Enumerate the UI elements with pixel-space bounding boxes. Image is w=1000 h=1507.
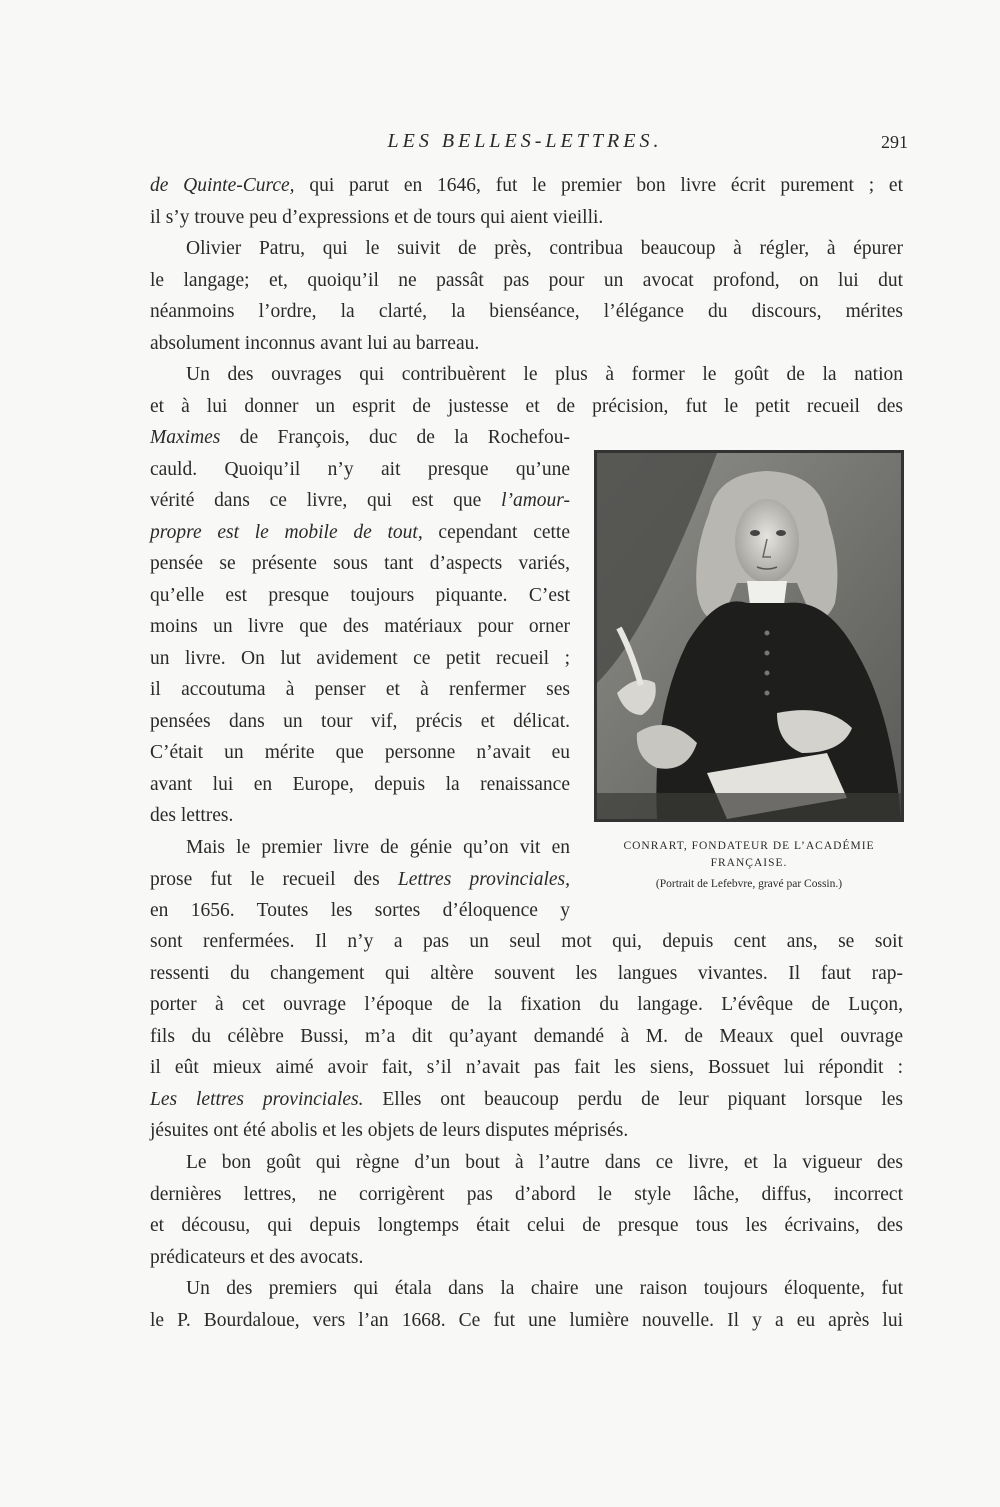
text-line: prédicateurs et des avocats. — [150, 1246, 364, 1268]
running-title: LES BELLES-LETTRES. — [387, 130, 663, 152]
text-line — [150, 864, 570, 896]
caption-title: CONRART, FONDATEUR DE L’ACADÉMIE FRANÇAISE. — [623, 840, 875, 869]
text-line — [150, 1084, 903, 1116]
text-run: qui parut en 1646, fut le premier bon livre écrit purement ; et — [294, 175, 904, 196]
text-line: Olivier Patru, qui le suivit de près, contribua beaucoup à régler, à épurer — [186, 238, 903, 259]
paragraph-6 — [150, 1273, 903, 1336]
paragraph-5 — [150, 1147, 903, 1273]
paragraph-1 — [150, 170, 903, 233]
text-line: il s’y trouve peu d’expressions et de tours qui aient vieilli. — [150, 206, 604, 228]
text-line: porter à cet ouvrage l’époque de la fixation du langage. L’évêque de Luçon, — [150, 994, 903, 1015]
text-line: un livre. On lut avidement ce petit recueil ; — [150, 647, 570, 669]
text-line: fils du célèbre Bussi, m’a dit qu’ayant demandé à M. de Meaux quel ouvrage — [150, 1025, 903, 1047]
text-line: Mais le premier livre de génie qu’on vit en — [186, 837, 570, 858]
text-line: moins un livre que des matériaux pour orner — [150, 616, 570, 637]
work-title: Lettres provinciales, — [397, 868, 570, 890]
text-line: il accoutuma à penser et à renfermer ses — [150, 679, 570, 700]
text-line: avant lui en Europe, depuis la renaissance — [150, 773, 570, 795]
text-line: Le bon goût qui règne d’un bout à l’autre dans ce livre, et la vigueur des — [186, 1152, 903, 1173]
paragraph-4 — [150, 926, 903, 1147]
figure-caption — [594, 838, 904, 893]
work-title: Maximes — [150, 427, 221, 448]
text-line: des lettres. — [150, 805, 234, 826]
text-line — [150, 517, 570, 549]
text-line: Un des ouvrages qui contribuèrent le plus à former le goût de la nation — [186, 364, 903, 385]
text-line: le langage; et, quoiqu’il ne passât pas pour un avocat profond, on lui dut — [150, 269, 903, 291]
text-line: C’était un mérite que personne n’avait eu — [150, 742, 570, 763]
text-run: vérité dans ce livre, qui est que — [150, 490, 502, 511]
text-line: cauld. Quoiqu’il n’y ait presque qu’une — [150, 458, 570, 480]
text-line: Un des premiers qui étala dans la chaire une raison toujours éloquente, fut — [186, 1278, 903, 1299]
text-line: il eût mieux aimé avoir fait, s’il n’avait pas fait les siens, Bossuet lui répondit : — [150, 1057, 903, 1078]
text-line: et décousu, qui depuis longtemps était celui de presque tous les écrivains, des — [150, 1215, 903, 1236]
text-line: absolument inconnus avant lui au barreau. — [150, 332, 480, 354]
text-line — [150, 485, 570, 517]
text-line: qu’elle est presque toujours piquante. C’est — [150, 584, 570, 606]
paragraph-3 — [150, 359, 903, 422]
page-number: 291 — [881, 132, 908, 152]
text-line — [150, 170, 903, 202]
text-run: Elles ont beaucoup perdu de leur piquant lorsque les — [363, 1088, 903, 1110]
text-line: et à lui donner un esprit de justesse et de précision, fut le petit recueil des — [150, 395, 903, 417]
text-line: sont renfermées. Il n’y a pas un seul mot qui, depuis cent ans, se soit — [150, 931, 903, 952]
quote-italic: l’amour- — [501, 490, 570, 511]
text-line: dernières lettres, ne corrigèrent pas d’abord le style lâche, diffus, incorrect — [150, 1183, 903, 1205]
running-header — [150, 130, 908, 160]
text-line: pensées dans un tour vif, précis et délicat. — [150, 710, 570, 732]
text-line: en 1656. Toutes les sortes d’éloquence y — [150, 900, 570, 921]
portrait-engraving-icon — [597, 453, 901, 819]
text-run: de François, duc de la Rochefou- — [220, 427, 570, 448]
portrait-figure — [594, 450, 904, 822]
text-line: jésuites ont été abolis et les objets de leurs disputes méprisés. — [150, 1120, 629, 1141]
quote-italic: propre est le mobile de tout, — [150, 521, 423, 543]
text-run: cependant cette — [422, 521, 570, 543]
text-line — [150, 422, 570, 454]
text-line: néanmoins l’ordre, la clarté, la bienséance, l’élégance du discours, mérites — [150, 301, 903, 322]
paragraph-2 — [150, 233, 903, 359]
text-line: pensée se présente sous tant d’aspects variés, — [150, 553, 570, 574]
caption-credit: (Portrait de Lefebvre, gravé par Cossin.) — [655, 878, 843, 890]
paragraph-3-narrow — [150, 422, 570, 832]
work-title: Les lettres provinciales. — [150, 1088, 364, 1110]
work-title: de Quinte-Curce, — [150, 175, 295, 196]
text-run: prose fut le recueil des — [150, 868, 398, 890]
text-line: ressenti du changement qui altère souvent les langues vivantes. Il faut rap- — [150, 962, 903, 984]
text-line: le P. Bourdaloue, vers l’an 1668. Ce fut une lumière nouvelle. Il y a eu après lui — [150, 1309, 903, 1331]
paragraph-4-narrow — [150, 832, 570, 927]
